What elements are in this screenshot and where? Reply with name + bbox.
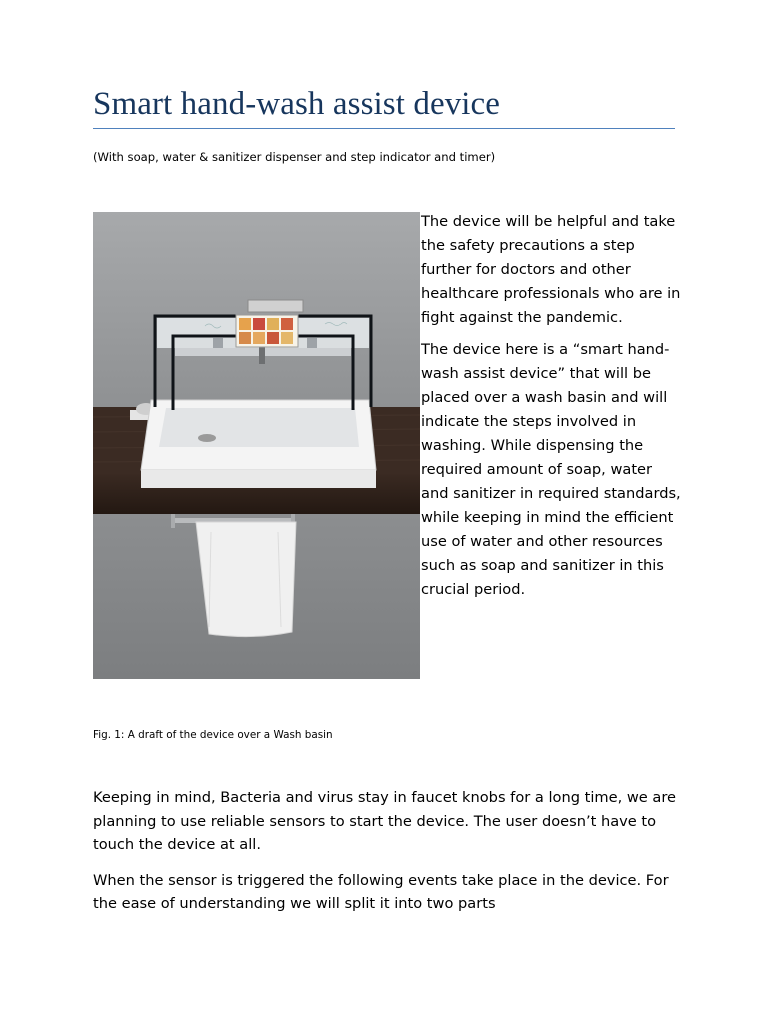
figure-wash-basin-device [93, 212, 420, 679]
body-paragraph-2: When the sensor is triggered the following events take place in the device. For the ease of understanding we will split it into two parts [93, 871, 669, 912]
title-underline [93, 128, 675, 129]
body-text [93, 786, 683, 928]
side-description [421, 210, 683, 610]
wash-basin-illustration [93, 212, 420, 679]
side-paragraph-1: The device will be helpful and take the safety precautions a step further for doctors and other healthcare professionals who are in fight against the pandemic. [421, 213, 681, 326]
faucet-plate [248, 300, 303, 312]
left-dispenser [213, 338, 223, 348]
document-title: Smart hand-wash assist device [93, 86, 501, 122]
figure-caption: Fig. 1: A draft of the device over a Wash basin [93, 729, 333, 741]
drain [198, 434, 216, 442]
basin-bowl [159, 408, 359, 447]
right-dispenser [307, 338, 317, 348]
document-subtitle: (With soap, water & sanitizer dispenser and step indicator and timer) [93, 150, 496, 164]
side-paragraph-2: The device here is a “smart hand-wash assist device” that will be placed over a wash basin and will indicate the steps involved in washing. While dispensing the required amount of soap, water and sanitizer in required standards, while keeping in mind the efficient use of water and other resources such as soap and sanitizer in this crucial period. [421, 341, 681, 598]
body-paragraph-1: Keeping in mind, Bacteria and virus stay in faucet knobs for a long time, we are planning to use reliable sensors to start the device. The user doesn’t have to touch the device at all. [93, 789, 677, 853]
